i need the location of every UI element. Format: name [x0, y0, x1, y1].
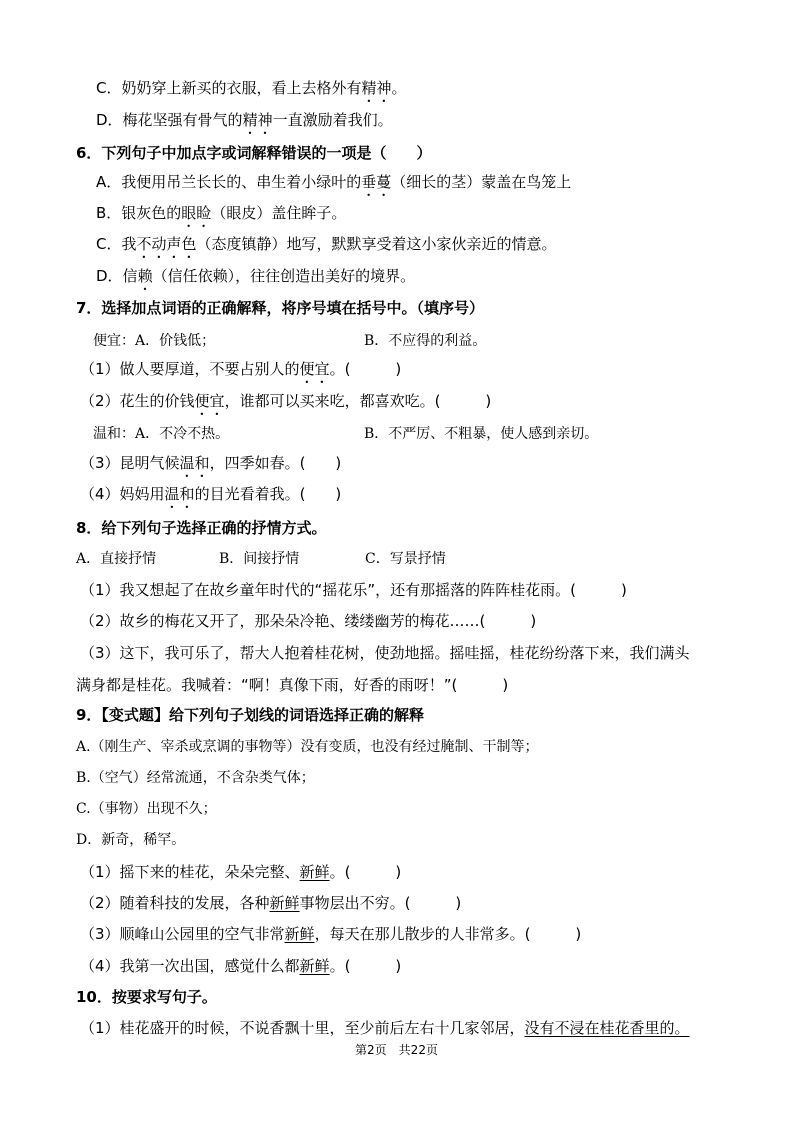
sentence-line: （3）昆明气候温和，四季如春。( )	[80, 454, 342, 472]
option-line: C．我不动声色（态度镇静）地写，默默享受着这小家伙亲近的情意。	[96, 235, 557, 253]
option-line: B．银灰色的眼睑（眼皮）盖住眸子。	[96, 204, 347, 222]
question-9-title: 9．【变式题】给下列句子划线的词语选择正确的解释	[76, 706, 424, 724]
sentence-line: （2）花生的价钱便宜，谁都可以买来吃，都喜欢吃。( )	[80, 392, 492, 410]
question-10-title: 10．按要求写句子。	[76, 988, 217, 1006]
sentence-line: （2）随着科技的发展，各种新鲜事物层出不穷。( )	[80, 894, 462, 912]
sentence-line: 满身都是桂花。我喊着：“啊！真像下雨，好香的雨呀！”( )	[76, 676, 509, 694]
definition-line: D．新奇，稀罕。	[76, 832, 186, 848]
sentence-line: （4）妈妈用温和的目光看着我。( )	[80, 485, 342, 503]
question-7-title: 7．选择加点词语的正确解释，将序号填在括号中。（填序号）	[76, 299, 484, 317]
definition-line: B.（空气）经常流通，不含杂类气体；	[76, 770, 315, 786]
option-line: A．我便用吊兰长长的、串生着小绿叶的垂蔓（细长的茎）蒙盖在鸟笼上	[96, 173, 572, 191]
option-line: D．梅花坚强有骨气的精神一直激励着我们。	[96, 111, 393, 129]
sentence-line: （3）这下，我可乐了，帮大人抱着桂花树，使劲地摇。摇哇摇，桂花纷纷落下来，我们满头	[80, 644, 690, 662]
word-definitions: 便宜：A．价钱低； B．不应得的利益。	[93, 333, 487, 349]
question-6-title: 6．下列句子中加点字或词解释错误的一项是（ ）	[76, 144, 432, 162]
question-8-title: 8．给下列句子选择正确的抒情方式。	[76, 519, 327, 537]
sentence-line: （2）故乡的梅花又开了，那朵朵冷艳、缕缕幽芳的梅花……( )	[80, 612, 537, 630]
definition-line: A.（刚生产、宰杀或烹调的事物等）没有变质，也没有经过腌制、干制等；	[76, 739, 539, 755]
option-line: D．信赖（信任依赖），往往创造出美好的境界。	[96, 267, 416, 285]
word-definitions: 温和：A．不冷不热。 B．不严厉、不粗暴，使人感到亲切。	[93, 426, 599, 442]
page-footer: 第2页 共22页	[355, 1043, 438, 1057]
sentence-line: （1）我又想起了在故乡童年时代的“摇花乐”，还有那摇落的阵阵桂花雨。( )	[80, 581, 627, 599]
sentence-line: （4）我第一次出国，感觉什么都新鲜。( )	[80, 957, 402, 975]
option-row: A．直接抒情 B．间接抒情 C．写景抒情	[76, 551, 446, 567]
sentence-line: （1）摇下来的桂花，朵朵完整、新鲜。( )	[80, 863, 402, 881]
sentence-line: （3）顺峰山公园里的空气非常新鲜，每天在那儿散步的人非常多。( )	[80, 925, 582, 943]
definition-line: C.（事物）出现不久；	[76, 801, 217, 817]
sentence-line: （1）做人要厚道，不要占别人的便宜。( )	[80, 360, 402, 378]
option-line: C．奶奶穿上新买的衣服，看上去格外有精神。	[96, 79, 407, 97]
sentence-line: （1）桂花盛开的时候，不说香飘十里，至少前后左右十几家邻居，没有不浸在桂花香里的。	[80, 1019, 690, 1037]
